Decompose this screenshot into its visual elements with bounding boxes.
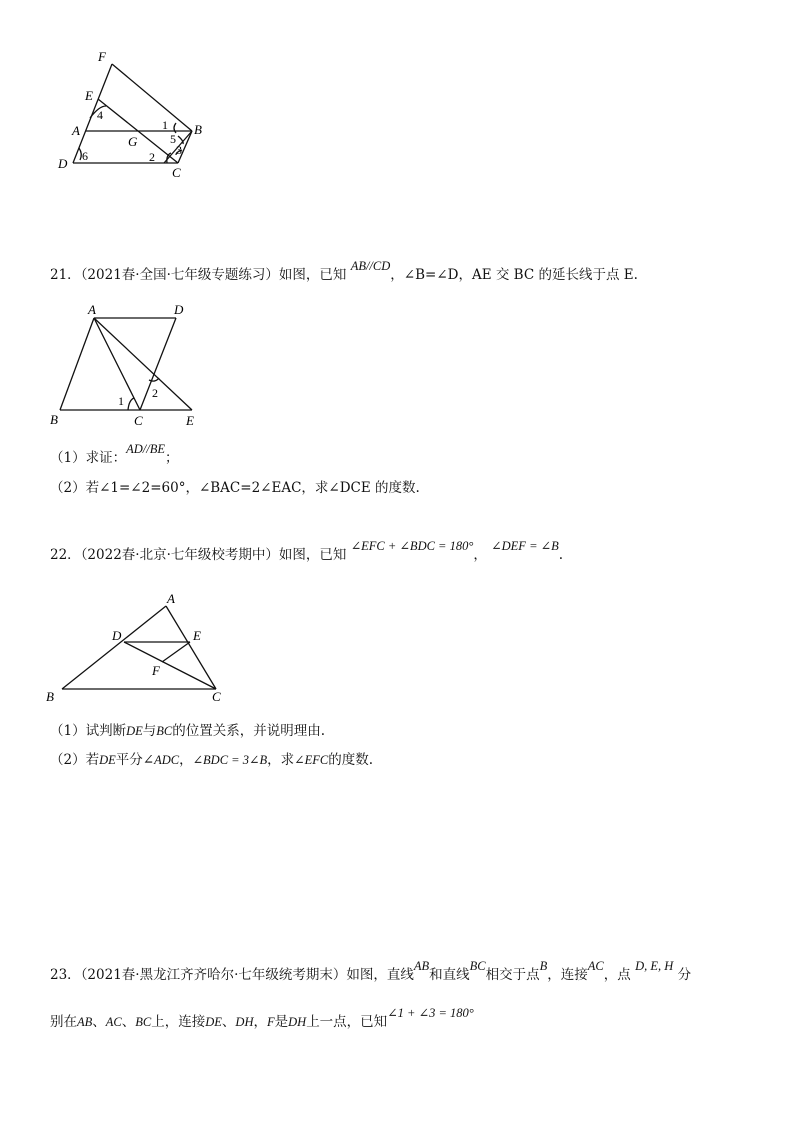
q23-number: 23． — [50, 967, 81, 983]
q22-part1: （1）试判断DE与BC的位置关系，并说明理由. — [50, 723, 326, 739]
q21-stem: 21．（2021春·全国·七年级专题练习）如图，已知 AB//CD，∠B=∠D，AE 交 BC 的延长线于点 E. — [50, 259, 638, 283]
q21-number: 21． — [50, 267, 81, 283]
label-D: D — [58, 156, 68, 171]
q22-label-E: E — [193, 628, 201, 643]
q22-part2: （2）若DE平分∠ADC，∠BDC = 3∠B，求∠EFC的度数. — [50, 752, 373, 768]
q22-stem: 22．（2022春·北京·七年级校考期中）如图，已知 ∠EFC + ∠BDC = 180°， ∠DEF = ∠B. — [50, 539, 564, 563]
q23-source: （2021春·黑龙江齐齐哈尔·七年级统考期末） — [80, 967, 347, 983]
q22-label-A: A — [167, 591, 175, 606]
q22-label-B: B — [46, 689, 54, 704]
q22-source: （2022春·北京·七年级校考期中） — [80, 547, 279, 563]
q21-part2: （2）若∠1=∠2=60°，∠BAC=2∠EAC，求∠DCE 的度数. — [50, 480, 420, 496]
label-G: G — [128, 134, 138, 149]
angle-6: 6 — [82, 149, 88, 163]
angle-3: 3 — [176, 143, 182, 157]
q21-label-C: C — [134, 413, 143, 428]
angle-2: 2 — [149, 150, 155, 164]
q21-label-B: B — [50, 412, 58, 427]
q22-label-D: D — [112, 628, 122, 643]
q23-stem-line2: 别在AB、AC、BC上，连接DE、DH，F是DH上一点，已知∠1 + ∠3 = 180° — [50, 1006, 474, 1030]
figure-q22 — [40, 590, 240, 705]
q21-source: （2021春·全国·七年级专题练习） — [80, 267, 279, 283]
label-A: A — [72, 123, 80, 138]
q21-label-D: D — [174, 302, 184, 317]
q22-label-F: F — [152, 663, 160, 678]
q22-condition-1: ∠EFC + ∠BDC = 180° — [350, 539, 474, 553]
q21-part1-math: AD//BE — [126, 442, 165, 456]
q21-condition: AB//CD — [350, 259, 391, 273]
angle-4: 4 — [97, 108, 103, 122]
q23-stem-line1: 23．（2021春·黑龙江齐齐哈尔·七年级统考期末）如图，直线AB和直线BC相交于点B，连接AC，点 D, E, H 分 — [50, 959, 692, 983]
angle-5: 5 — [170, 132, 176, 146]
label-C: C — [172, 165, 181, 180]
label-F: F — [98, 49, 106, 64]
q21-angle-1: 1 — [118, 394, 124, 408]
q22-condition-2: ∠DEF = ∠B — [491, 539, 559, 553]
q21-angle-2: 2 — [152, 386, 158, 400]
figure-q21 — [45, 298, 205, 428]
angle-1: 1 — [162, 118, 168, 132]
q22-label-C: C — [212, 689, 221, 704]
q21-part1: （1）求证：AD//BE； — [50, 442, 179, 466]
label-B: B — [194, 122, 202, 137]
figure-top — [50, 45, 220, 185]
q21-label-E: E — [186, 413, 194, 428]
q22-number: 22． — [50, 547, 81, 563]
q21-label-A: A — [88, 302, 96, 317]
label-E: E — [85, 88, 93, 103]
